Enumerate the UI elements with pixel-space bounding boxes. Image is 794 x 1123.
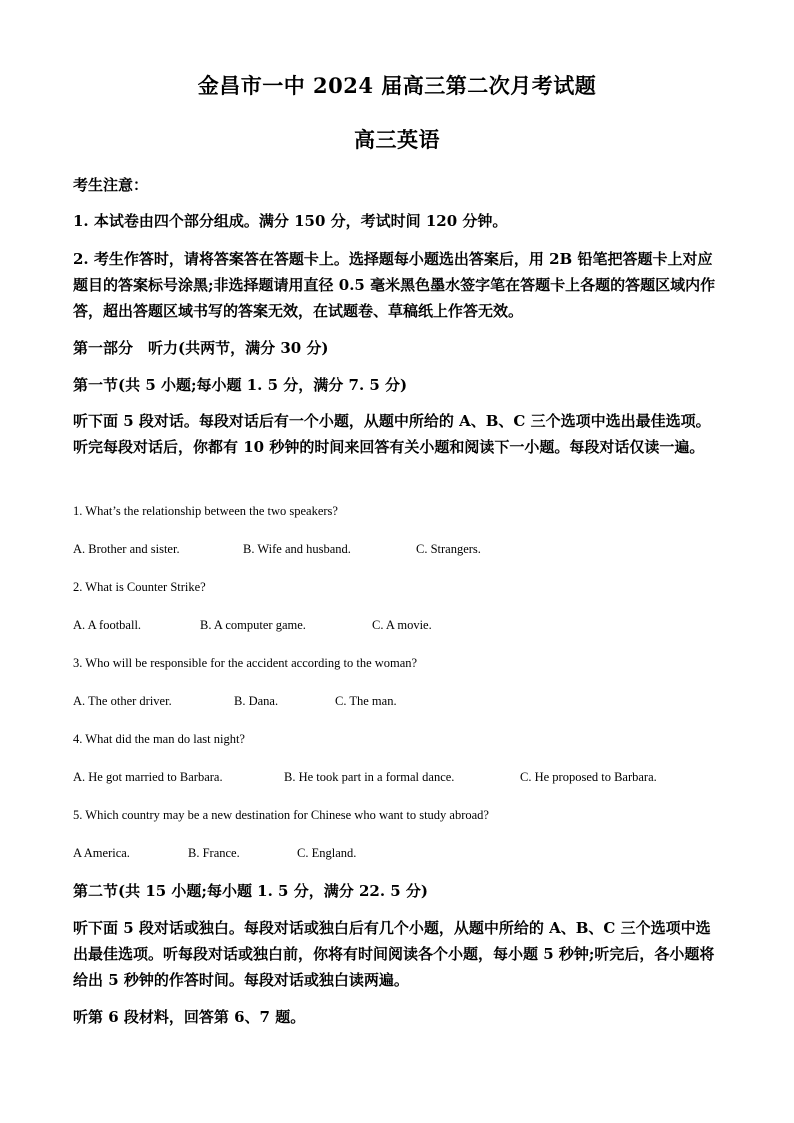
section2-heading: 第二节(共 15 小题;每小题 1. 5 分，满分 22. 5 分) [73,882,429,900]
question-1-stem: 1. What’s the relationship between the two speakers? [73,504,338,518]
question-4-stem: 4. What did the man do last night? [73,732,245,746]
section2-material: 听第 6 段材料，回答第 6、7 题。 [73,1008,306,1026]
exam-subtitle: 高三英语 [354,127,440,152]
part1-heading: 第一部分 听力(共两节，满分 30 分) [73,339,329,357]
question-5-option-b: B. France. [188,846,240,860]
question-2-option-b: B. A computer game. [200,618,306,632]
question-3-option-c: C. The man. [335,694,397,708]
notice-item-1: 1. 本试卷由四个部分组成。满分 150 分，考试时间 120 分钟。 [73,212,508,230]
question-4-option-b: B. He took part in a formal dance. [284,770,455,784]
question-5-option-c: C. England. [297,846,357,860]
question-2-stem: 2. What is Counter Strike? [73,580,206,594]
question-4-option-c: C. He proposed to Barbara. [520,770,657,784]
question-5-option-a: A America. [73,846,130,860]
question-1-option-a: A. Brother and sister. [73,542,180,556]
question-3-stem: 3. Who will be responsible for the accident according to the woman? [73,656,418,670]
notice-item-2: 2. 考生作答时，请将答案答在答题卡上。选择题每小题选出答案后，用 2B 铅笔把答题卡上对应题目的答案标号涂黑;非选择题请用直径 0.5 毫米黑色墨水签字笔在答题卡上各题的答题区域内作答，超出答题区域书写的答案无效，在试题卷、草稿纸上作答无效。 [73,250,716,320]
question-2-option-c: C. A movie. [372,618,432,632]
section1-heading: 第一节(共 5 小题;每小题 1. 5 分，满分 7. 5 分) [73,376,408,394]
question-1-option-c: C. Strangers. [416,542,481,556]
question-3-option-b: B. Dana. [234,694,279,708]
question-5-stem: 5. Which country may be a new destination for Chinese who want to study abroad? [73,808,489,822]
question-1-option-b: B. Wife and husband. [243,542,351,556]
exam-title: 金昌市一中 2024 届高三第二次月考试题 [197,73,597,98]
question-2-option-a: A. A football. [73,618,142,632]
question-4-option-a: A. He got married to Barbara. [73,770,223,784]
question-3-option-a: A. The other driver. [73,694,172,708]
section2-instructions: 听下面 5 段对话或独白。每段对话或独白后有几个小题，从题中所给的 A、B、C 三个选项中选出最佳选项。听每段对话或独白前，你将有时间阅读各个小题，每小题 5 秒钟;听完后，各小题将给出 5 秒钟的作答时间。每段对话或独白读两遍。 [73,919,715,989]
section1-instructions: 听下面 5 段对话。每段对话后有一个小题，从题中所给的 A、B、C 三个选项中选出最佳选项。听完每段对话后，你都有 10 秒钟的时间来回答有关小题和阅读下一小题。每段对话仅读一遍。 [73,412,711,456]
notice-heading: 考生注意： [73,176,149,194]
